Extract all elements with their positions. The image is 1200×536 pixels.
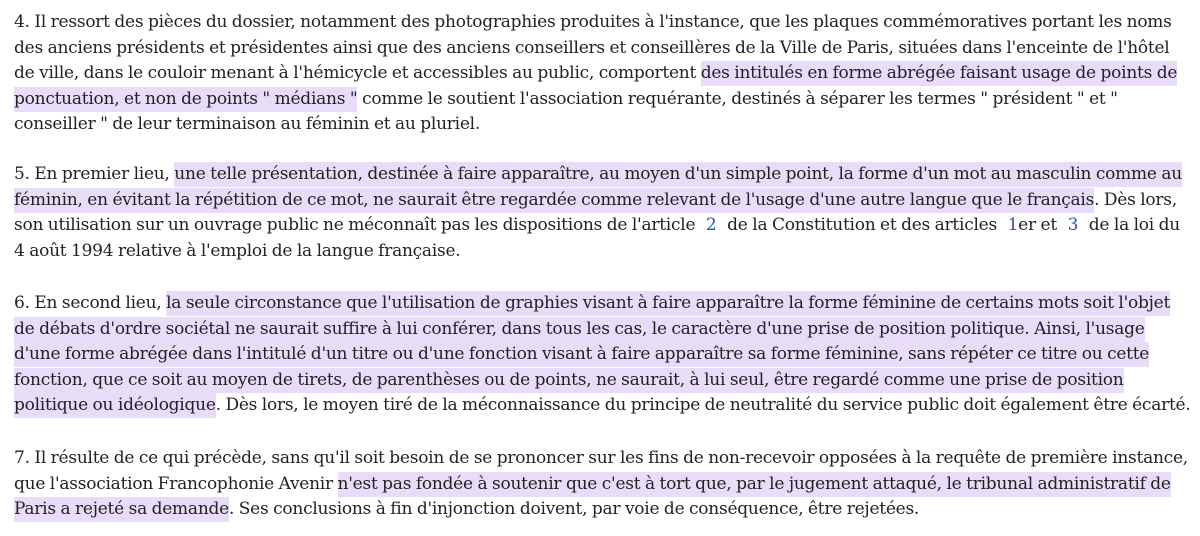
- paragraph-4-text-tail: comme le soutient l'association requérante, destinés à séparer les termes " président " et " conseiller " de leur terminaison au féminin et au pluriel.: [14, 88, 1118, 134]
- paragraph-5-text-tail: . Dès lors, son utilisation sur un ouvrage public ne méconnaît pas les dispositions de l'article: [14, 189, 1177, 235]
- constitution-article-2-link[interactable]: 2: [705, 215, 717, 235]
- paragraph-6-text: 6. En second lieu,: [14, 293, 167, 313]
- paragraph-7-text-tail: . Ses conclusions à fin d'injonction doivent, par voie de conséquence, être rejetées.: [228, 499, 920, 519]
- paragraph-5-text-tail-4: de la loi du 4 août 1994 relative à l'emploi de la langue française.: [14, 215, 1180, 261]
- paragraph-5-text-tail-3: er et: [1018, 215, 1062, 235]
- paragraph-4-highlight[interactable]: des intitulés en forme abrégée faisant usage de points de ponctuation, et non de points " médians ": [14, 61, 1177, 112]
- law-article-1-link[interactable]: 1: [1007, 215, 1019, 235]
- paragraph-5-text-tail-2: de la Constitution et des articles: [722, 215, 1002, 235]
- paragraph-5: [14, 162, 1194, 264]
- paragraph-6: [14, 291, 1194, 419]
- paragraph-4-text: 4. Il ressort des pièces du dossier, notamment des photographies produites à l'instance, que les plaques commémoratives portant les noms des anciens présidents et présidentes ainsi que des anciens conseillers et conseillères de la Ville de Paris, situées dans l'enceinte de l'hôtel de ville, dans le couloir menant à l'hémicycle et accessibles au public, comportent: [14, 12, 1172, 83]
- paragraph-7: [14, 446, 1194, 523]
- paragraph-7-highlight[interactable]: n'est pas fondée à soutenir que c'est à tort que, par le jugement attaqué, le tribunal administratif de Paris a rejeté sa demande: [14, 472, 1171, 523]
- paragraph-5-highlight[interactable]: une telle présentation, destinée à faire apparaître, au moyen d'un simple point, la forme d'un mot au masculin comme au féminin, en évitant la répétition de ce mot, ne saurait être regardée comme relevant de l'usage d'une autre langue que le français: [14, 162, 1182, 213]
- paragraph-7-text: 7. Il résulte de ce qui précède, sans qu'il soit besoin de se prononcer sur les fins de non-recevoir opposées à la requête de première instance, que l'association Francophonie Avenir: [14, 448, 1188, 494]
- paragraph-6-highlight[interactable]: la seule circonstance que l'utilisation de graphies visant à faire apparaître la forme féminine de certains mots soit l'objet de débats d'ordre sociétal ne saurait suffire à lui conférer, dans tous les cas, le caractère d'une prise de position politique. Ainsi, l'usage d'une forme abrégée dans l'intitulé d'un titre ou d'une fonction visant à faire apparaître sa forme féminine, sans répéter ce titre ou cette fonction, que ce soit au moyen de tirets, de parenthèses ou de points, ne saurait, à lui seul, être regardé comme une prise de position politique ou idéologique: [14, 291, 1170, 418]
- paragraph-6-text-tail: . Dès lors, le moyen tiré de la méconnaissance du principe de neutralité du service public doit également être écarté.: [215, 395, 1191, 415]
- law-article-3-link[interactable]: 3: [1067, 215, 1079, 235]
- paragraph-4: [14, 10, 1194, 138]
- paragraph-5-text: 5. En premier lieu,: [14, 164, 175, 184]
